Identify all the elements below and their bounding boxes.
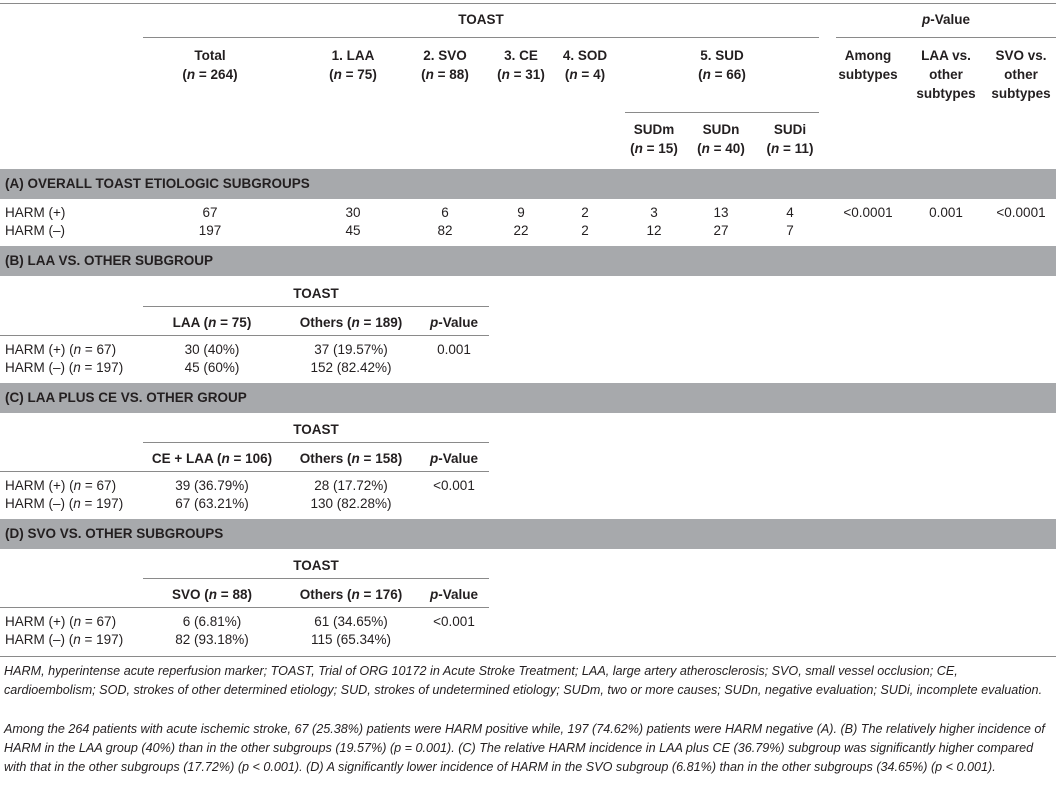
row-label: HARM (+) — [5, 205, 66, 220]
cell-total: 67 — [202, 205, 218, 220]
section-b-pvalue-header: p-Value — [429, 315, 479, 330]
col-header-sudm: SUDm (n = 15) — [630, 122, 678, 156]
cell-ce: 22 — [513, 223, 529, 238]
section-c-pvalue-header: p-Value — [429, 451, 479, 466]
col-header-sudn: SUDn (n = 40) — [697, 122, 745, 156]
col-header-among-subtypes: Among subtypes — [838, 48, 898, 82]
sud-sub-rule — [625, 112, 819, 113]
row-label: HARM (–) — [5, 223, 65, 238]
cell-sudn: 13 — [713, 205, 729, 220]
cell-col2: 115 (65.34%) — [310, 632, 392, 647]
cell-col2: 152 (82.42%) — [310, 360, 392, 375]
section-d-band — [0, 519, 1056, 549]
section-d-col2-header: Others (n = 176) — [299, 587, 403, 602]
section-c-title: (C) LAA PLUS CE VS. OTHER GROUP — [5, 390, 247, 405]
cell-sudi: 7 — [786, 223, 794, 238]
col-header-total: Total (n = 264) — [182, 48, 238, 82]
cell-col2: 130 (82.28%) — [310, 496, 392, 511]
col-header-sudi: SUDi (n = 11) — [766, 122, 814, 156]
cell-svo: 6 — [441, 205, 449, 220]
cell-sudm: 3 — [650, 205, 658, 220]
section-d-toast-header: TOAST — [293, 558, 339, 573]
row-label: HARM (+) (n = 67) — [5, 478, 117, 493]
cell-laa: 45 — [345, 223, 361, 238]
cell-total: 197 — [198, 223, 222, 238]
section-d-toast-rule — [143, 578, 489, 579]
section-b-toast-rule — [143, 306, 489, 307]
cell-col1: 67 (63.21%) — [175, 496, 249, 511]
section-c-col1-header: CE + LAA (n = 106) — [151, 451, 273, 466]
cell-p-svo: <0.0001 — [996, 205, 1046, 220]
section-c-header-rule — [0, 471, 489, 472]
section-d-header-rule — [0, 607, 489, 608]
cell-sod: 2 — [581, 223, 589, 238]
row-label: HARM (+) (n = 67) — [5, 342, 117, 357]
col-header-svo-vs-other: SVO vs. other subtypes — [991, 48, 1051, 101]
cell-svo: 82 — [437, 223, 453, 238]
section-d-pvalue-header: p-Value — [429, 587, 479, 602]
cell-p-laa: 0.001 — [929, 205, 963, 220]
col-header-laa-vs-other: LAA vs. other subtypes — [916, 48, 976, 101]
cell-col2: 37 (19.57%) — [314, 342, 388, 357]
cell-col1: 45 (60%) — [184, 360, 240, 375]
cell-laa: 30 — [345, 205, 361, 220]
cell-col1: 82 (93.18%) — [175, 632, 249, 647]
cell-p-among: <0.0001 — [843, 205, 893, 220]
section-b-col1-header: LAA (n = 75) — [172, 315, 252, 330]
section-d-title: (D) SVO VS. OTHER SUBGROUPS — [5, 526, 224, 541]
section-a-title: (A) OVERALL TOAST ETIOLOGIC SUBGROUPS — [5, 176, 310, 191]
table-top-rule — [0, 3, 1056, 4]
section-d-col1-header: SVO (n = 88) — [172, 587, 252, 602]
cell-col2: 28 (17.72%) — [314, 478, 388, 493]
pvalue-group-rule — [836, 37, 1056, 38]
cell-col1: 39 (36.79%) — [175, 478, 249, 493]
row-label: HARM (–) (n = 197) — [5, 360, 124, 375]
cell-pvalue: <0.001 — [433, 478, 475, 493]
section-b-toast-header: TOAST — [293, 286, 339, 301]
section-b-col2-header: Others (n = 189) — [299, 315, 403, 330]
section-b-band — [0, 246, 1056, 276]
col-header-sod: 4. SOD (n = 4) — [562, 48, 608, 82]
pvalue-group-header: p-Value — [921, 12, 971, 27]
cell-sudi: 4 — [786, 205, 794, 220]
col-header-sud: 5. SUD (n = 66) — [698, 48, 746, 82]
section-c-toast-rule — [143, 442, 489, 443]
row-label: HARM (–) (n = 197) — [5, 632, 124, 647]
footnote-summary: Among the 264 patients with acute ischemic stroke, 67 (25.38%) patients were HARM positive while, 197 (74.62%) patients were HARM negative (A). (B) The relatively higher incidence of HARM in the LAA group (40%) than in the other subgroups (19.57%) (p = 0.001). (C) The relative HARM incidence in LAA plus CE (36.79%) subgroup was significantly higher compared with that in the other subgroups (17.72%) (p < 0.001). (D) A significantly lower incidence of HARM in the SVO subgroup (6.81%) than in the other subgroups (34.65%) (p < 0.001). — [4, 722, 1045, 774]
section-c-toast-header: TOAST — [293, 422, 339, 437]
col-header-svo: 2. SVO (n = 88) — [421, 48, 469, 82]
cell-sudm: 12 — [646, 223, 662, 238]
footnote-abbreviations: HARM, hyperintense acute reperfusion marker; TOAST, Trial of ORG 10172 in Acute Stroke Treatment; LAA, large artery atherosclerosis; SVO, small vessel occlusion; CE, cardioembolism; SOD, strokes of other determined etiology; SUD, strokes of undetermined etiology; SUDm, two or more causes; SUDn, negative evaluation; SUDi, incomplete evaluation. — [4, 664, 1043, 697]
toast-group-rule — [143, 37, 819, 38]
section-b-title: (B) LAA VS. OTHER SUBGROUP — [5, 253, 214, 268]
cell-pvalue: 0.001 — [437, 342, 471, 357]
cell-col1: 6 (6.81%) — [182, 614, 242, 629]
col-header-laa: 1. LAA (n = 75) — [329, 48, 377, 82]
section-c-col2-header: Others (n = 158) — [299, 451, 403, 466]
cell-col2: 61 (34.65%) — [314, 614, 388, 629]
table-bottom-rule — [0, 656, 1056, 657]
cell-ce: 9 — [517, 205, 525, 220]
col-header-ce: 3. CE (n = 31) — [497, 48, 545, 82]
row-label: HARM (–) (n = 197) — [5, 496, 124, 511]
section-b-header-rule — [0, 335, 489, 336]
cell-pvalue: <0.001 — [433, 614, 475, 629]
cell-col1: 30 (40%) — [184, 342, 240, 357]
cell-sod: 2 — [581, 205, 589, 220]
section-c-band — [0, 383, 1056, 413]
section-a-band — [0, 169, 1056, 199]
cell-sudn: 27 — [713, 223, 729, 238]
row-label: HARM (+) (n = 67) — [5, 614, 117, 629]
toast-group-header: TOAST — [458, 12, 504, 27]
